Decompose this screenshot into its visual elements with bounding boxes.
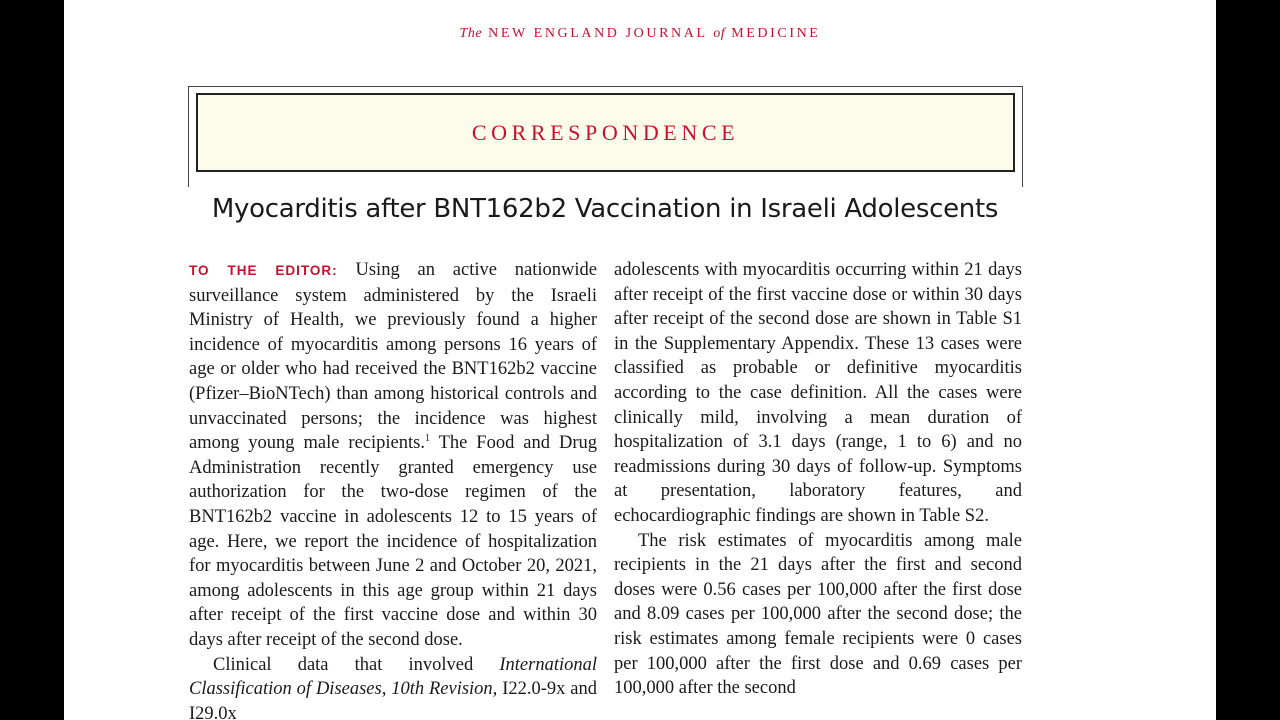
right-paragraph-1: adolescents with myocarditis occurring within 21 days after receipt of the first vaccine dose or within 30 days after receipt of the second dose are shown in Table S1 in the Supplementary Appendix. These 13 cases were classified as probable or definitive myocarditis according to the case definition. All the cases were clinically mild, involving a mean duration of hospitalization of 3.1 days (range, 1 to 6) and no readmissions during 30 days of follow-up. Symptoms at presentation, laboratory features, and echocardiographic findings are shown in Table S2. xyxy=(614,260,1022,526)
left-column xyxy=(189,258,597,720)
masthead-part1: NEW ENGLAND JOURNAL xyxy=(488,26,708,41)
left-p2-text-a: Clinical data that involved xyxy=(213,654,500,675)
section-label: CORRESPONDENCE xyxy=(471,119,740,145)
to-the-editor-lead: TO THE EDITOR: xyxy=(189,263,338,278)
left-p1-text-b: The Food and Drug Administration recently granted emergency use authorization for the two-dose regimen of the BNT162b2 vaccine in adolescents 12 to 15 years of age. Here, we report the incidence of hospitalization for myocarditis between June 2 and October 20, 2021, among adolescents in this age group within 21 days after receipt of the first vaccine dose and within 30 days after receipt of the second dose. xyxy=(189,433,597,650)
left-p1-text-a: Using an active nationwide surveillance system administered by the Israeli Ministry of Health, we previously found a higher incidence of myocarditis among persons 16 years of age or older who had received the BNT162b2 vaccine (Pfizer–BioNTech) than among historical controls and unvaccinated persons; the incidence was highest among young male recipients. xyxy=(189,260,598,454)
section-banner xyxy=(196,93,1015,172)
masthead-the: The xyxy=(459,26,483,41)
left-paragraph-1 xyxy=(189,258,597,653)
right-paragraph-2: The risk estimates of myocarditis among male recipients in the 21 days after the first and second doses were 0.56 cases per 100,000 after the first dose and 8.09 cases per 100,000 after the second dose; the risk estimates among female recipients were 0 cases per 100,000 after the first dose and 0.69 cases per 100,000 after the second xyxy=(614,530,1022,699)
right-column xyxy=(614,258,1022,701)
masthead-of: of xyxy=(713,26,726,41)
left-p2-text-b: I22.0-9x and I29.0x xyxy=(189,679,597,720)
masthead-part2: MEDICINE xyxy=(731,26,821,41)
reference-1[interactable]: 1 xyxy=(424,433,430,444)
journal-masthead xyxy=(64,26,1216,42)
left-p2-italic: International Classification of Diseases, 10th Revision, xyxy=(189,654,597,700)
left-paragraph-2 xyxy=(189,653,597,720)
article-title: Myocarditis after BNT162b2 Vaccination in Israeli Adolescents xyxy=(211,194,999,224)
journal-page xyxy=(64,0,1216,720)
